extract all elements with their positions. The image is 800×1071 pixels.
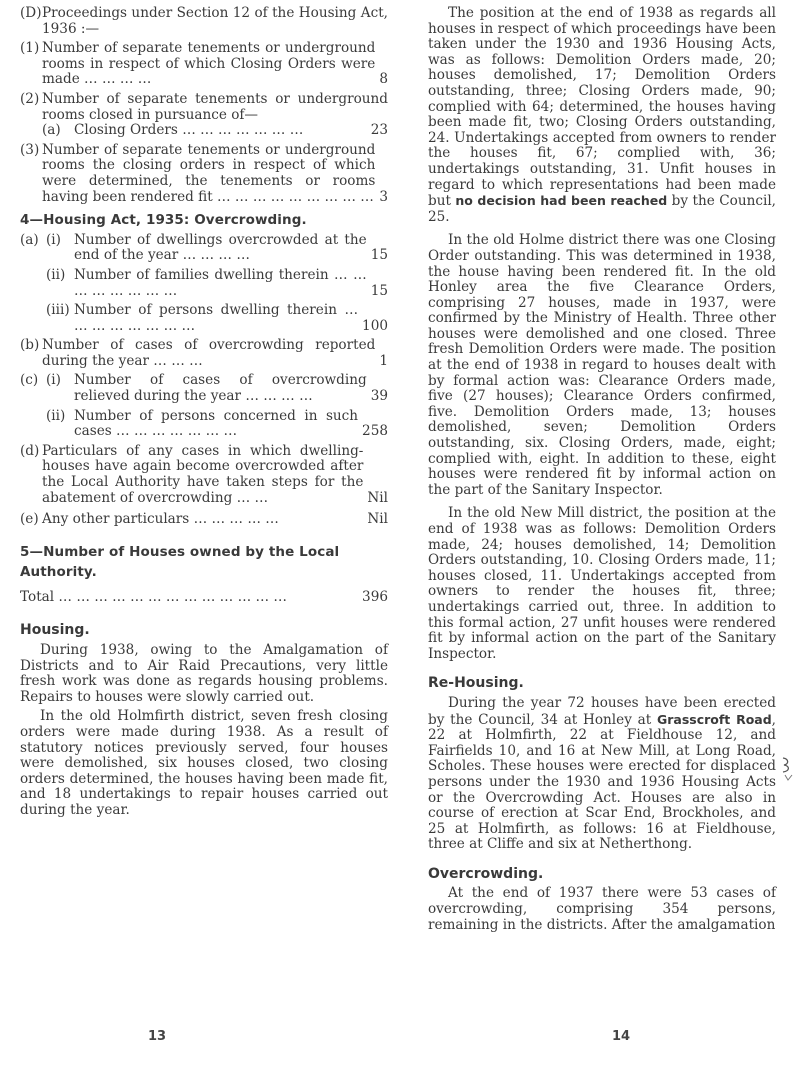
d-item-2-label: (2) [20, 90, 40, 107]
page-number-left: 13 [148, 1029, 167, 1044]
s4-item-a-i [20, 233, 388, 264]
s4-item-b [20, 338, 388, 369]
d-item-2a-value: 23 [370, 122, 388, 139]
s4-item-e-text: Any other particulars … … … … … [42, 511, 279, 528]
holme-honley-paragraph: In the old Holme district there was one Closing Order outstanding. This was determined in 1938, the house having been rendered fit. In the old Honley area the five Clearance Orders, comprising 27 houses, made in 1937, were confirmed by the Ministry of Health. Three other houses were demolished and one closed. Three fresh Demolition Orders were made. The position at the end of 1938 in regard to houses dealt with by formal action was: Clearance Orders made, five (27 houses); Clearance Orders confirmed, five. Demolition Orders made, 13; houses demolished, seven; Demolition Orders outstanding, six. Closing Orders, made, eight; complied with, eight. In addition to these, eight houses were rendered fit by informal action on the part of the Sanitary Inspector. [428, 232, 776, 498]
s4-item-b-text: Number of cases of overcrowding reported during the year … … … [42, 337, 376, 369]
section-4-heading: 4—Housing Act, 1935: Overcrowding. [20, 212, 307, 229]
housing-paragraph-2: In the old Holmfirth district, seven fresh closing orders were made during 1938. As a result of statutory notices previously served, four houses were demolished, six houses closed, two closing orders determined, the houses having been made fit, and 18 undertakings to repair houses carried out during the year. [20, 708, 388, 818]
section-5-heading: 5—Number of Houses owned by the Local Authority. [20, 543, 340, 580]
s4-item-a-i-value: 15 [370, 247, 388, 264]
s4-item-d [20, 444, 388, 506]
d-block-label: (D) [20, 5, 42, 21]
d-item-1-value: 8 [379, 71, 388, 88]
page-number-right: 14 [612, 1029, 631, 1044]
rehousing-text-b: , 22 at Holmfirth, 22 at Fieldhouse 12, and Fairfields 10, and 16 at New Mill, at Long Road, Scholes. These houses were erected for displaced persons under the 1930 and 1936 Housing Acts or the Overcrowding Act. Houses are also in course of erection at Scar End, Brockholes, and 25 at Holmfirth, as follows: 16 at Fieldhouse, three at Cliffe and six at Netherthong. [428, 711, 776, 853]
d-item-3 [20, 143, 388, 205]
s4-item-d-text: Particulars of any cases in which dwelling-houses have again become overcrowded after the Local Authority have taken steps for the abatement of overcrowding … … [42, 442, 364, 506]
d-item-1-label: (1) [20, 40, 40, 57]
position-paragraph-text-a: The position at the end of 1938 as regards all houses in respect of which proceedings have been taken under the 1930 and 1936 Housing Acts, was as follows: Demolition Orders made, 20; houses demolished, 17; Demolition Orders outstanding, three; Closing Orders made, 90; complied with 64; determined, the houses having been made fit, two; Closing Orders outstanding, 24. Undertakings accepted from owners to render the houses fit, 67; complied with, 36; undertakings outstanding, 31. Unfit houses in regard to which representations had been made but [428, 5, 776, 210]
s4-item-c-i-value: 39 [370, 388, 388, 405]
s4-item-e-label: (e) [20, 511, 39, 528]
d-item-1-text: Number of separate tenements or underground rooms in respect of which Closing Orders were made … … … … [42, 40, 376, 88]
s4-item-a-label: (a) [20, 231, 39, 248]
section-5-total-label: Total … … … … … … … … … … … … … [20, 588, 288, 605]
s4-item-c-ii [20, 409, 388, 440]
d-block-text: Proceedings under Section 12 of the Housing Act, 1936 :— [42, 5, 388, 37]
s4-item-b-label: (b) [20, 337, 40, 354]
s4-item-c-i-sub: (i) [46, 372, 61, 389]
s4-item-a-i-text: Number of dwellings overcrowded at the end of the year … … … … [74, 231, 367, 264]
s4-item-d-value: Nil [367, 489, 388, 506]
s4-item-c-i-text: Number of cases of overcrowding relieved during the year … … … … [74, 372, 367, 405]
d-item-2a [20, 123, 388, 139]
overcrowding-heading: Overcrowding. [428, 865, 544, 882]
rehousing-text-a: During the year 72 houses have been erected by the Council, 34 at Honley at [428, 694, 776, 728]
margin-scribble-icon [780, 756, 800, 785]
rehousing-heading: Re-Housing. [428, 675, 524, 692]
new-mill-paragraph: In the old New Mill district, the position at the end of 1938 was as follows: Demolition Orders made, 24; houses demolished, 14; Demolition Orders outstanding, 10. Closing Orders made, 11; houses closed, 11. Undertakings accepted from owners to render the houses fit, three; undertakings carried out, three. In addition to this formal action, 27 unfit houses were rendered fit by informal action on the part of the Sanitary Inspector. [428, 505, 776, 662]
s4-item-a-ii-sub: (ii) [46, 266, 66, 283]
d-item-3-text: Number of separate tenements or underground rooms the closing orders in respect of which were determined, the tenements or rooms having been rendered fit … … … … … … … … … [42, 141, 376, 205]
d-item-2a-label: (a) [42, 122, 61, 139]
s4-item-a-iii-sub: (iii) [46, 302, 70, 319]
s4-item-e [20, 512, 388, 528]
s4-item-c-i [20, 373, 388, 404]
s4-item-a-ii-value: 15 [370, 282, 388, 299]
s4-item-a-i-sub: (i) [46, 231, 61, 248]
d-block-intro [20, 6, 388, 37]
s4-item-c-ii-value: 258 [362, 423, 388, 440]
position-paragraph-text-b: by the Council, 25. [428, 193, 776, 225]
margin-scribble-svg [780, 756, 798, 782]
housing-heading: Housing. [20, 622, 90, 639]
s4-item-c-label: (c) [20, 372, 39, 389]
d-item-3-label: (3) [20, 141, 40, 158]
d-item-1 [20, 41, 388, 88]
d-item-2-text: Number of separate tenements or underground rooms closed in pursuance of— [42, 90, 388, 123]
d-item-2a-text: Closing Orders … … … … … … … [74, 122, 304, 139]
d-item-3-value: 3 [379, 188, 388, 205]
section-5-total [20, 590, 388, 606]
s4-item-a-iii-text: Number of persons dwelling therein … … … … … … … … [74, 302, 359, 334]
position-paragraph [428, 6, 776, 225]
housing-paragraph-1: During 1938, owing to the Amalgamation of Districts and to Air Raid Precautions, very little fresh work was done as regards housing problems. Repairs to houses were slowly carried out. [20, 642, 388, 705]
s4-item-c-ii-sub: (ii) [46, 407, 66, 424]
s4-item-a-ii [20, 268, 388, 299]
s4-item-a-ii-text: Number of families dwelling therein … … … … … … … … [74, 266, 367, 299]
overcrowding-paragraph: At the end of 1937 there were 53 cases of overcrowding, comprising 354 persons, remaining in the districts. After the amalgamation [428, 885, 776, 933]
rehousing-paragraph [428, 696, 776, 853]
left-column [20, 6, 388, 819]
d-item-2 [20, 92, 388, 123]
s4-item-a-iii-value: 100 [362, 317, 388, 334]
position-paragraph-bold: no decision had been reached [455, 193, 668, 209]
s4-item-b-value: 1 [379, 352, 388, 369]
rehousing-bold: Grasscroft Road [656, 711, 772, 727]
s4-item-c-ii-text: Number of persons concerned in such cases … … … … … … … [74, 407, 359, 440]
s4-item-e-value: Nil [367, 511, 388, 528]
s4-item-d-label: (d) [20, 442, 40, 459]
section-5-total-value: 396 [362, 588, 388, 605]
s4-item-a-iii [20, 303, 388, 334]
right-column [428, 6, 776, 933]
